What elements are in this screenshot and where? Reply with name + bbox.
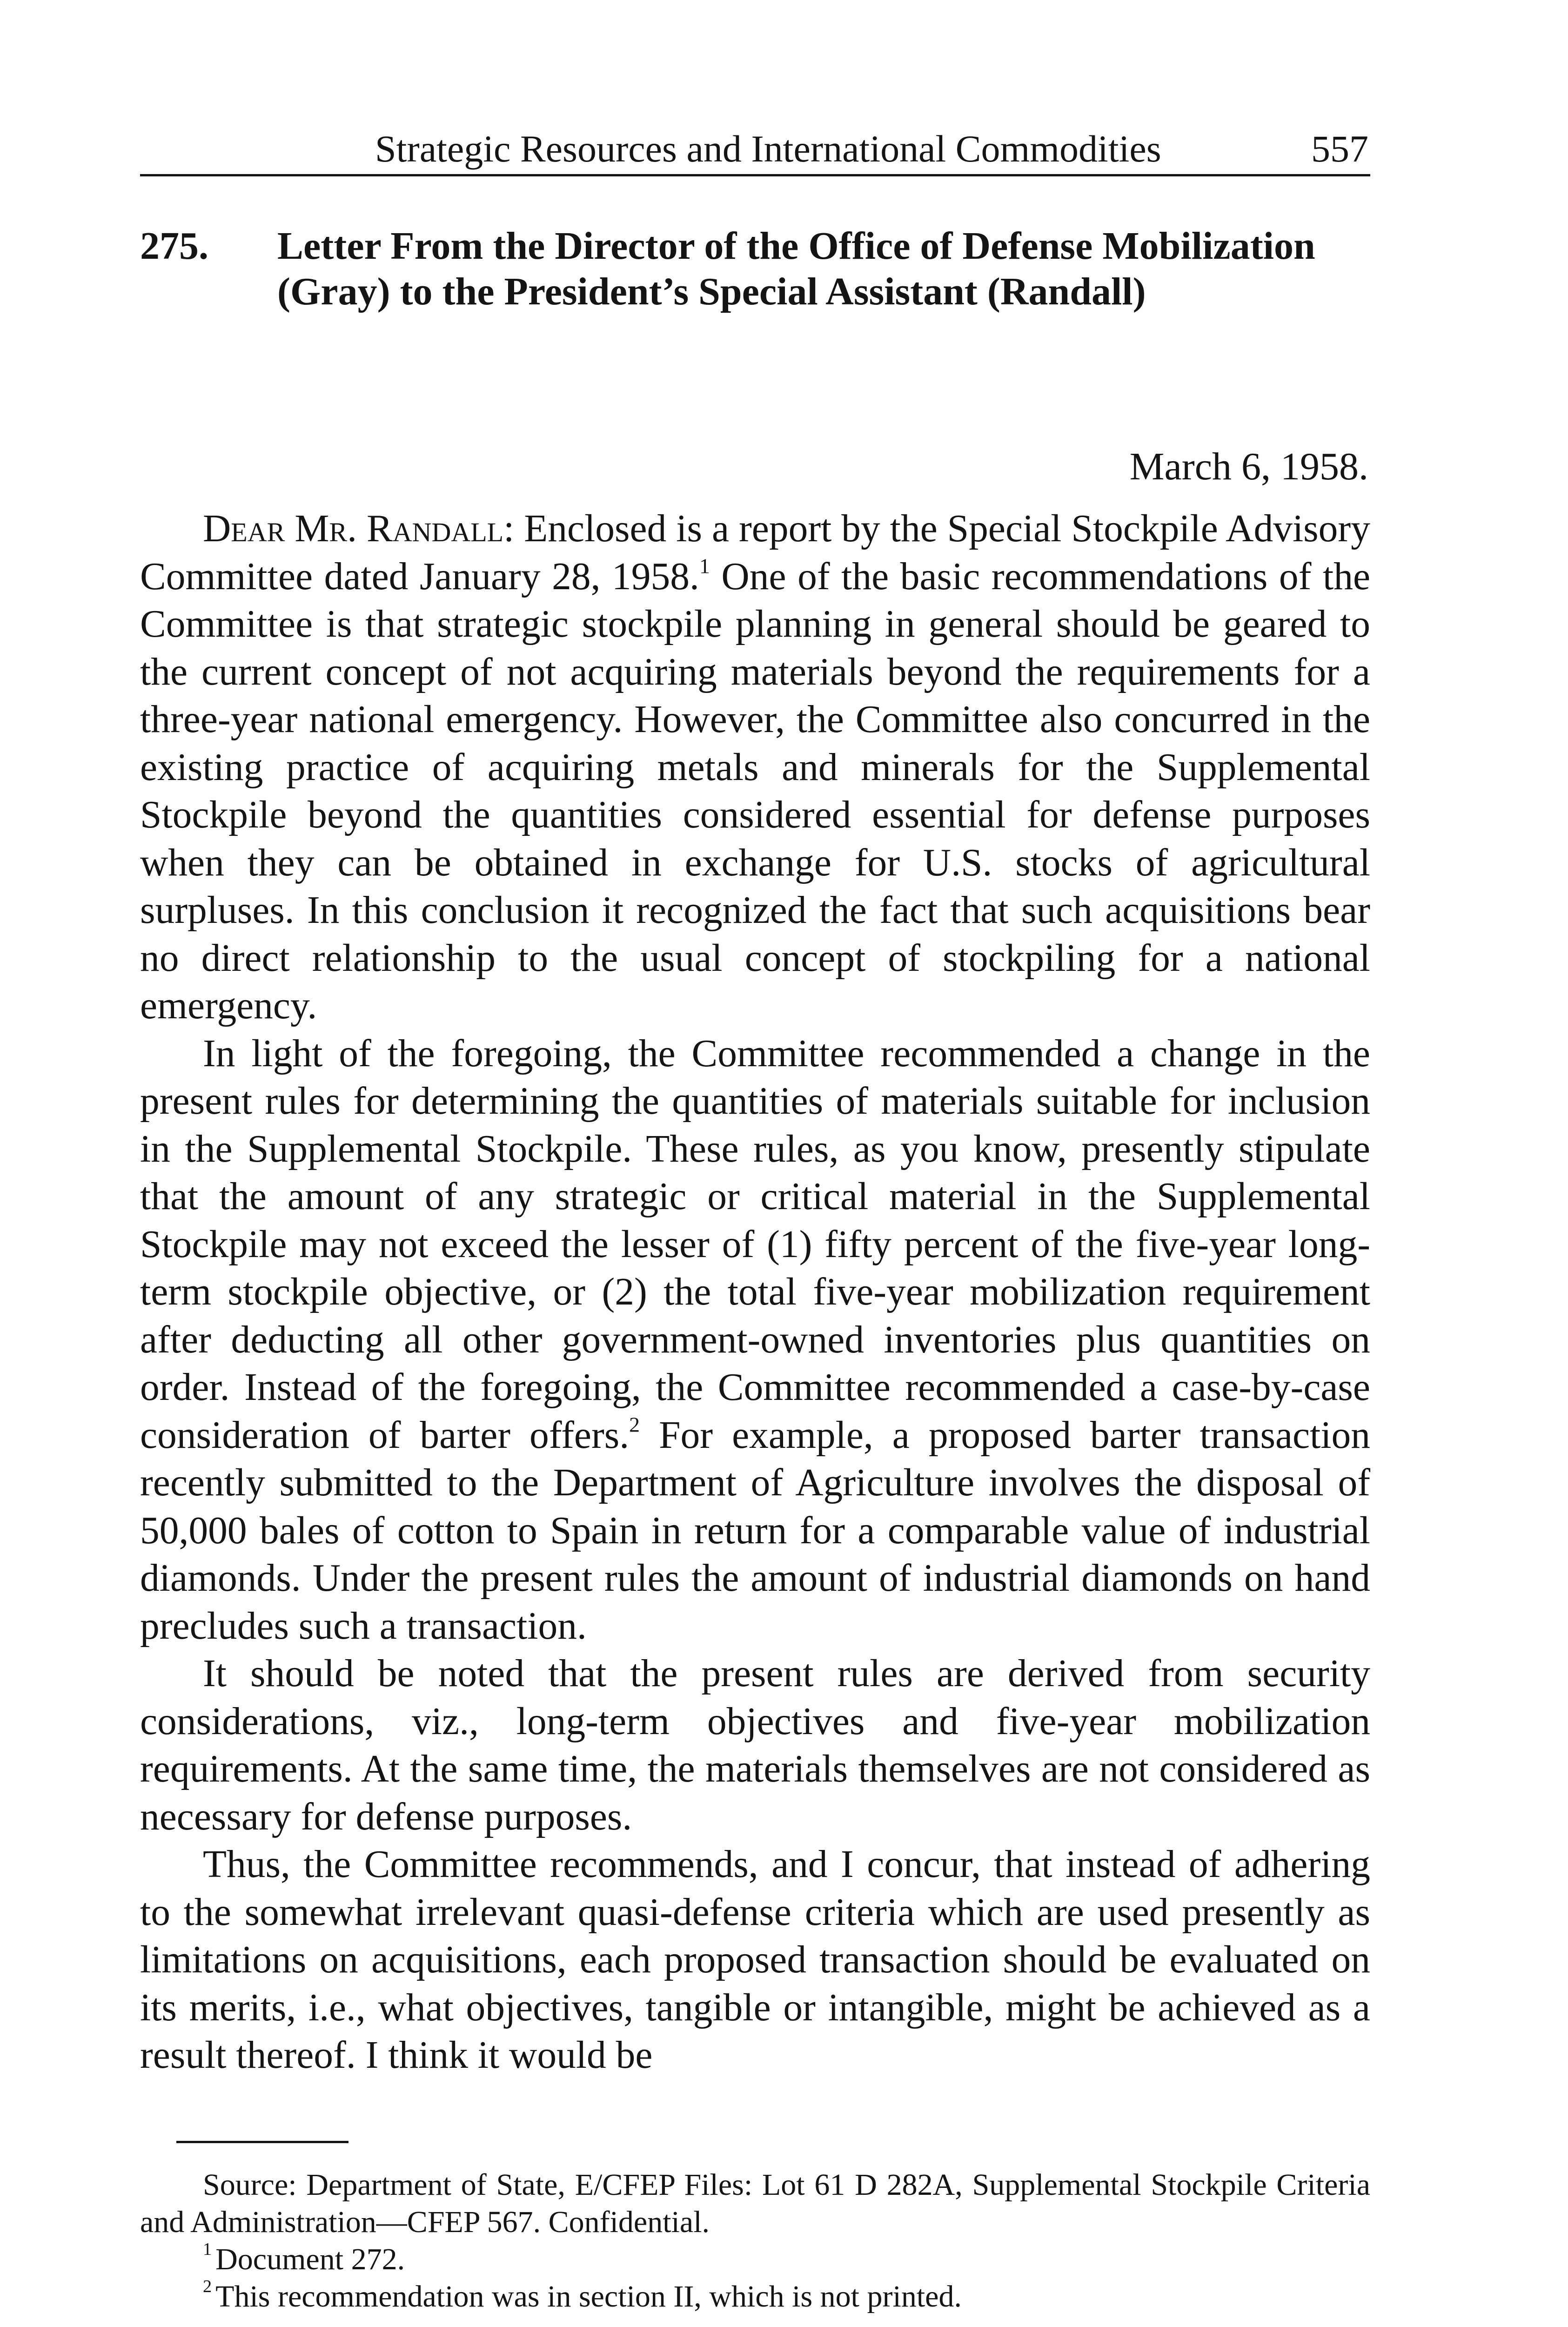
paragraph-1-text-b: One of the basic recommendations of the Committee is that strategic stockpile planning in general should be geared to the current concept of not acquiring materials beyond the requirements for a three-year national emergency. However, the Committee also concurred in the existing practice of acquiring metals and minerals for the Supplemental Stockpile beyond the quantities considered essential for defense purposes when they can be obtained in exchange for U.S. stocks of agricultural surpluses. In this conclusion it recognized the fact that such acquisitions bear no direct relationship to the usual concept of stockpiling for a national emergency. xyxy=(140,555,1371,1027)
paragraph-2-text-b: For example, a proposed barter transaction recently submitted to the Department of Agriculture involves the disposal of 50,000 bales of cotton to Spain in return for a comparable value of industrial diamonds. Under the present rules the amount of industrial diamonds on hand precludes such a transaction. xyxy=(140,1413,1370,1648)
footnote-2-text: This recommendation was in section II, which is not printed. xyxy=(215,2280,962,2314)
footnote-divider xyxy=(176,2141,348,2143)
body-paragraph-2 xyxy=(140,1030,1370,1650)
paragraph-2-text-a: In light of the foregoing, the Committee recommended a change in the present rules for determining the quantities of materials suitable for inclusion in the Supplemental Stockpile. These rules, as you know, presently stipulate that the amount of any strategic or critical material in the Supplemental Stockpile may not exceed the lesser of (1) fifty percent of the five-year long-term stockpile objective, or (2) the total five-year mobilization requirement after deducting all other government-owned inventories plus quantities on order. Instead of the foregoing, the Committee recommended a case-by-case consideration of barter offers. xyxy=(140,1032,1370,1457)
body-paragraph-1 xyxy=(140,505,1370,1030)
document-page xyxy=(140,0,1370,2327)
footnote-2 xyxy=(140,2278,1370,2315)
source-note: Source: Department of State, E/CFEP Files: Lot 61 D 282A, Supplemental Stockpile Criteria and Administration—CFEP 567. Confidential. xyxy=(140,2168,1370,2239)
running-head-title: Strategic Resources and International Commodities xyxy=(375,128,1161,170)
running-head xyxy=(140,122,1370,176)
footnotes xyxy=(140,2166,1370,2315)
footnote-ref-2: 2 xyxy=(629,1412,640,1437)
document-number: 275. xyxy=(140,224,208,268)
letter-body xyxy=(140,505,1370,2079)
footnote-2-mark: 2 xyxy=(203,2277,212,2297)
paragraph-1-text-a: Enclosed is a report by the Special Stockpile Advisory Committee dated January 28, 1958. xyxy=(140,507,1370,598)
page-number: 557 xyxy=(1311,128,1368,170)
body-paragraph-4: Thus, the Committee recommends, and I concur, that instead of adhering to the somewhat irrelevant quasi-defense criteria which are used presently as limitations on acquisitions, each proposed transaction should be evaluated on its merits, i.e., what objectives, tangible or intangible, might be achieved as a result thereof. I think it would be xyxy=(140,1843,1370,2077)
footnote-1 xyxy=(140,2241,1370,2278)
footnote-ref-1: 1 xyxy=(699,554,710,578)
letter-date: March 6, 1958. xyxy=(1129,445,1368,488)
document-title: Letter From the Director of the Office of Defense Mobilization (Gray) to the President’s Special Assistant (Randall) xyxy=(277,224,1315,313)
body-paragraph-3: It should be noted that the present rules are derived from security considerations, viz., long-term objectives and five-year mobilization requirements. At the same time, the materials themselves are not considered as necessary for defense purposes. xyxy=(140,1652,1370,1838)
salutation: Dear Mr. Randall: xyxy=(203,507,515,550)
footnote-1-text: Document 272. xyxy=(215,2242,405,2276)
footnote-1-mark: 1 xyxy=(203,2240,212,2260)
